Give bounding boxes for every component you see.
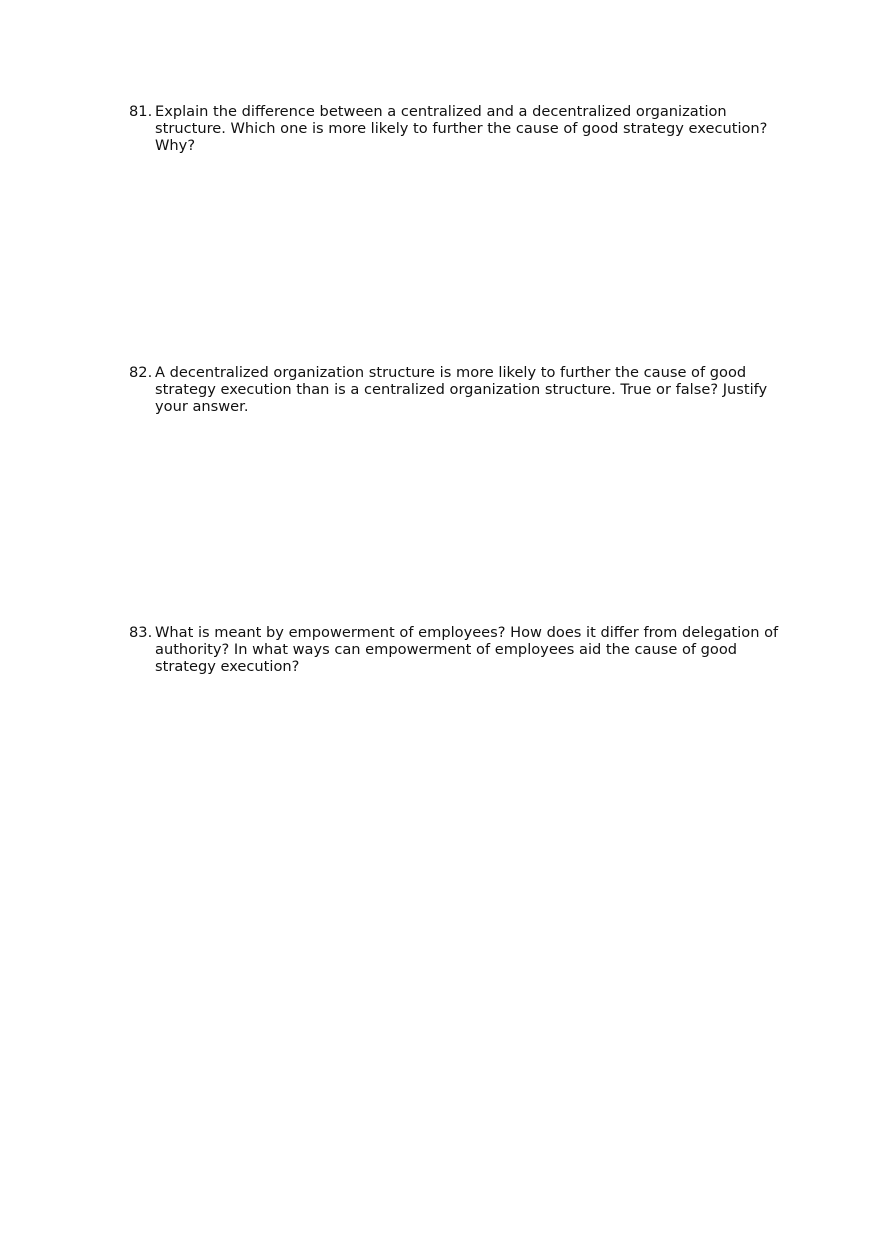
question-line: Why? bbox=[155, 137, 196, 154]
question-text bbox=[155, 364, 779, 415]
question-81 bbox=[129, 103, 779, 154]
question-82 bbox=[129, 364, 779, 415]
question-line: What is meant by empowerment of employees? How does it differ from delegation of bbox=[155, 624, 779, 641]
question-line: authority? In what ways can empowerment of employees aid the cause of good bbox=[155, 641, 738, 658]
question-text bbox=[155, 103, 779, 154]
question-83 bbox=[129, 624, 779, 675]
question-number: 81. bbox=[129, 103, 153, 120]
question-number: 82. bbox=[129, 364, 153, 381]
question-line: A decentralized organization structure is more likely to further the cause of good bbox=[155, 364, 747, 381]
question-number: 83. bbox=[129, 624, 153, 641]
question-line: Explain the difference between a centralized and a decentralized organization bbox=[155, 103, 727, 120]
question-line: your answer. bbox=[155, 398, 249, 415]
question-text bbox=[155, 624, 779, 675]
question-line: structure. Which one is more likely to further the cause of good strategy execution? bbox=[155, 120, 768, 137]
question-line: strategy execution than is a centralized organization structure. True or false? Justify bbox=[155, 381, 768, 398]
question-line: strategy execution? bbox=[155, 658, 300, 675]
